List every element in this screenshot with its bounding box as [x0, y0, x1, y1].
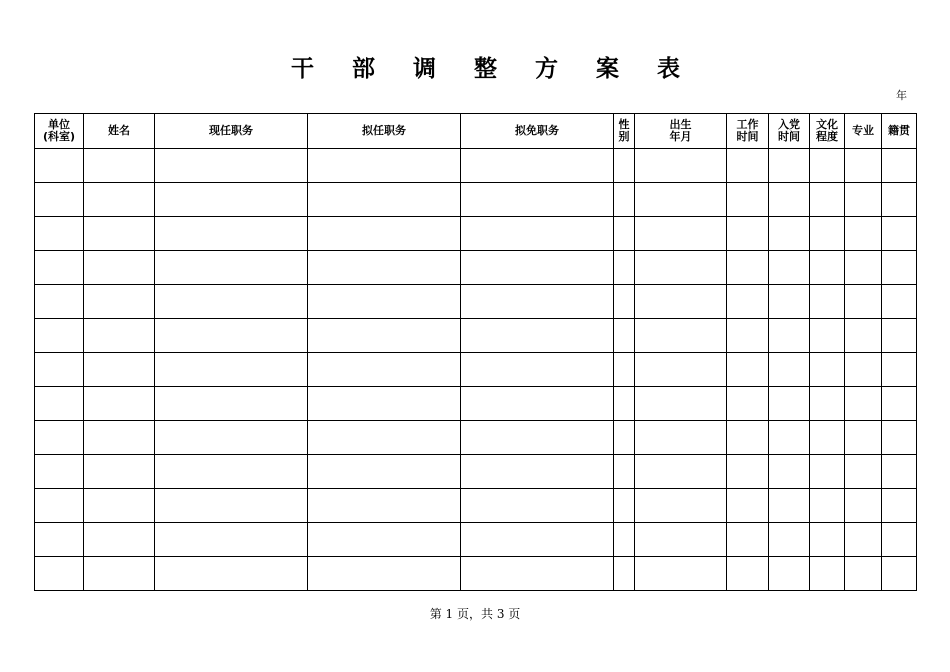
cell-major [845, 183, 882, 217]
cell-major [845, 557, 882, 591]
cell-major [845, 455, 882, 489]
cell-party-join [769, 285, 810, 319]
cell-unit [35, 149, 84, 183]
table-body [35, 149, 917, 591]
cell-work-start [727, 557, 769, 591]
cell-major [845, 489, 882, 523]
cell-work-start [727, 251, 769, 285]
cell-unit [35, 387, 84, 421]
cell-work-start [727, 523, 769, 557]
cell-party-join [769, 421, 810, 455]
cell-unit [35, 285, 84, 319]
table-row [35, 455, 917, 489]
cell-education [810, 251, 845, 285]
cell-native-place [882, 455, 917, 489]
cell-birth [635, 387, 727, 421]
cell-name [84, 489, 155, 523]
cell-birth [635, 285, 727, 319]
cell-current-post [155, 149, 308, 183]
cell-native-place [882, 387, 917, 421]
cell-name [84, 421, 155, 455]
cell-current-post [155, 455, 308, 489]
cell-current-post [155, 251, 308, 285]
cell-gender [614, 149, 635, 183]
cell-education [810, 455, 845, 489]
table-row [35, 217, 917, 251]
cell-unit [35, 489, 84, 523]
cell-work-start [727, 455, 769, 489]
year-label: 年 [896, 89, 907, 102]
cell-party-join [769, 251, 810, 285]
cell-major [845, 523, 882, 557]
cell-current-post [155, 387, 308, 421]
page-footer: 第 1 页，共 3 页 [429, 607, 521, 621]
cell-dismissed-post [461, 251, 614, 285]
cell-proposed-post [308, 421, 461, 455]
cell-gender [614, 421, 635, 455]
cell-name [84, 285, 155, 319]
cell-gender [614, 387, 635, 421]
cell-proposed-post [308, 183, 461, 217]
cell-dismissed-post [461, 149, 614, 183]
cell-gender [614, 523, 635, 557]
cell-gender [614, 319, 635, 353]
cell-proposed-post [308, 353, 461, 387]
cell-proposed-post [308, 489, 461, 523]
cadre-adjustment-table [34, 113, 917, 591]
cell-gender [614, 285, 635, 319]
cell-native-place [882, 421, 917, 455]
header-birth: 出生 年月 [635, 114, 727, 149]
cell-gender [614, 557, 635, 591]
cell-dismissed-post [461, 489, 614, 523]
cell-work-start [727, 353, 769, 387]
cell-proposed-post [308, 455, 461, 489]
cell-gender [614, 353, 635, 387]
cell-birth [635, 183, 727, 217]
cell-party-join [769, 387, 810, 421]
header-native-place: 籍贯 [882, 114, 917, 149]
cell-unit [35, 217, 84, 251]
header-unit: 单位 (科室) [35, 114, 84, 149]
table-row [35, 523, 917, 557]
cell-work-start [727, 387, 769, 421]
cell-birth [635, 421, 727, 455]
cell-name [84, 251, 155, 285]
cell-name [84, 353, 155, 387]
cell-major [845, 319, 882, 353]
cell-unit [35, 353, 84, 387]
cell-name [84, 319, 155, 353]
cell-party-join [769, 523, 810, 557]
cell-name [84, 455, 155, 489]
cell-gender [614, 455, 635, 489]
cell-proposed-post [308, 217, 461, 251]
cell-gender [614, 217, 635, 251]
cell-unit [35, 319, 84, 353]
cell-native-place [882, 557, 917, 591]
cell-native-place [882, 183, 917, 217]
cell-native-place [882, 251, 917, 285]
table-row [35, 489, 917, 523]
cell-dismissed-post [461, 183, 614, 217]
cell-education [810, 523, 845, 557]
cell-current-post [155, 319, 308, 353]
table-row [35, 285, 917, 319]
header-current-post: 现任职务 [155, 114, 308, 149]
cell-name [84, 523, 155, 557]
cell-unit [35, 523, 84, 557]
cell-work-start [727, 149, 769, 183]
cell-name [84, 557, 155, 591]
table-row [35, 557, 917, 591]
cell-birth [635, 251, 727, 285]
cell-work-start [727, 489, 769, 523]
cell-birth [635, 217, 727, 251]
cell-party-join [769, 149, 810, 183]
cell-birth [635, 557, 727, 591]
cell-dismissed-post [461, 557, 614, 591]
header-gender: 性 别 [614, 114, 635, 149]
cell-education [810, 353, 845, 387]
cell-native-place [882, 489, 917, 523]
cell-gender [614, 183, 635, 217]
cell-dismissed-post [461, 523, 614, 557]
table-row [35, 387, 917, 421]
cell-major [845, 251, 882, 285]
cell-proposed-post [308, 149, 461, 183]
header-party-join: 入党 时间 [769, 114, 810, 149]
cell-party-join [769, 319, 810, 353]
cell-name [84, 149, 155, 183]
header-major: 专业 [845, 114, 882, 149]
cell-party-join [769, 489, 810, 523]
cell-gender [614, 489, 635, 523]
cell-major [845, 421, 882, 455]
cell-current-post [155, 183, 308, 217]
cell-birth [635, 149, 727, 183]
cell-current-post [155, 217, 308, 251]
cell-education [810, 387, 845, 421]
table-row [35, 251, 917, 285]
cell-current-post [155, 557, 308, 591]
cell-work-start [727, 319, 769, 353]
header-dismissed-post: 拟免职务 [461, 114, 614, 149]
cell-major [845, 285, 882, 319]
cell-gender [614, 251, 635, 285]
cell-birth [635, 353, 727, 387]
cell-major [845, 387, 882, 421]
cell-proposed-post [308, 557, 461, 591]
cell-current-post [155, 489, 308, 523]
cell-birth [635, 489, 727, 523]
cell-current-post [155, 285, 308, 319]
cell-proposed-post [308, 523, 461, 557]
cell-unit [35, 421, 84, 455]
cell-party-join [769, 353, 810, 387]
cell-education [810, 149, 845, 183]
cell-unit [35, 557, 84, 591]
cell-native-place [882, 319, 917, 353]
cell-major [845, 217, 882, 251]
table-row [35, 353, 917, 387]
table-row [35, 149, 917, 183]
table-row [35, 319, 917, 353]
cell-native-place [882, 217, 917, 251]
cell-native-place [882, 285, 917, 319]
cell-dismissed-post [461, 387, 614, 421]
cell-education [810, 217, 845, 251]
cell-work-start [727, 285, 769, 319]
cell-native-place [882, 523, 917, 557]
cell-dismissed-post [461, 455, 614, 489]
cell-unit [35, 251, 84, 285]
cell-education [810, 285, 845, 319]
cell-native-place [882, 149, 917, 183]
header-education: 文化 程度 [810, 114, 845, 149]
cell-proposed-post [308, 285, 461, 319]
cell-party-join [769, 557, 810, 591]
cell-birth [635, 455, 727, 489]
cell-name [84, 217, 155, 251]
header-row [35, 114, 917, 149]
cell-name [84, 387, 155, 421]
cell-native-place [882, 353, 917, 387]
cell-dismissed-post [461, 353, 614, 387]
cell-work-start [727, 421, 769, 455]
cell-work-start [727, 217, 769, 251]
cell-education [810, 421, 845, 455]
cell-party-join [769, 183, 810, 217]
cell-dismissed-post [461, 285, 614, 319]
cell-birth [635, 319, 727, 353]
cell-current-post [155, 523, 308, 557]
cell-major [845, 353, 882, 387]
cell-dismissed-post [461, 421, 614, 455]
cell-party-join [769, 455, 810, 489]
table-row [35, 183, 917, 217]
cell-current-post [155, 353, 308, 387]
cell-education [810, 319, 845, 353]
cell-birth [635, 523, 727, 557]
header-work-start: 工作 时间 [727, 114, 769, 149]
document-title: 干 部 调 整 方 案 表 [290, 55, 696, 82]
cell-education [810, 557, 845, 591]
header-name: 姓名 [84, 114, 155, 149]
table-row [35, 421, 917, 455]
cell-unit [35, 183, 84, 217]
cell-proposed-post [308, 251, 461, 285]
cell-work-start [727, 183, 769, 217]
cell-dismissed-post [461, 217, 614, 251]
cell-education [810, 489, 845, 523]
cell-major [845, 149, 882, 183]
cell-party-join [769, 217, 810, 251]
cell-education [810, 183, 845, 217]
cell-proposed-post [308, 319, 461, 353]
cell-dismissed-post [461, 319, 614, 353]
header-proposed-post: 拟任职务 [308, 114, 461, 149]
cell-unit [35, 455, 84, 489]
cell-current-post [155, 421, 308, 455]
cell-name [84, 183, 155, 217]
cell-proposed-post [308, 387, 461, 421]
